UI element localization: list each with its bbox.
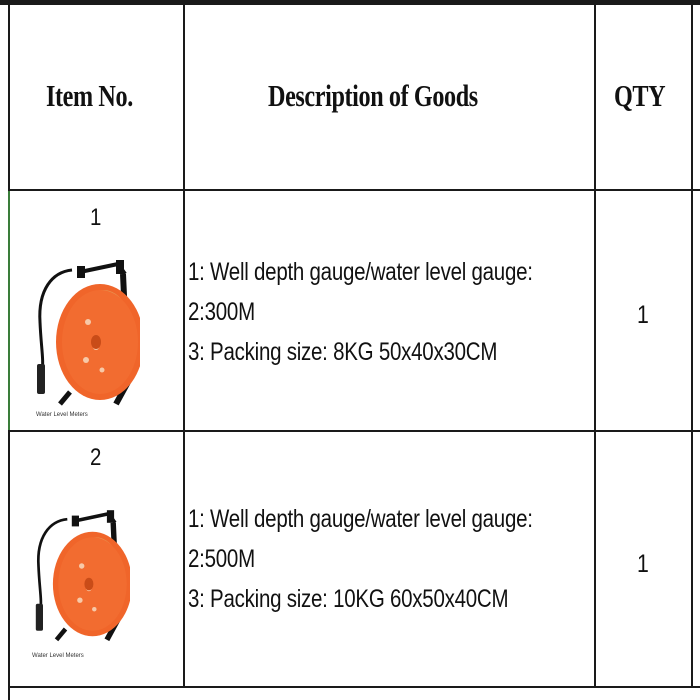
cell-border-highlight — [8, 191, 10, 430]
row-1-product-image — [30, 252, 140, 412]
water-level-meter-reel-icon — [28, 503, 130, 647]
row-1-qty: 1 — [637, 301, 649, 329]
grid-line-col-2 — [594, 5, 596, 687]
row-2-desc-line-2: 2:500M — [188, 545, 255, 573]
grid-line-header-bottom — [8, 189, 700, 191]
grid-line-row-1-bottom — [8, 430, 700, 432]
row-2-image-caption: Water Level Meters — [32, 653, 84, 659]
grid-line-col-1 — [183, 5, 185, 687]
header-description: Description of Goods — [268, 78, 478, 113]
grid-line-col-3 — [691, 5, 693, 687]
header-qty: QTY — [614, 78, 666, 113]
row-1-desc-line-2: 2:300M — [188, 298, 255, 326]
row-2-desc-line-1: 1: Well depth gauge/water level gauge: — [188, 505, 533, 533]
row-2-item-no: 2 — [90, 444, 102, 471]
grid-line-row-2-bottom — [8, 686, 700, 688]
row-1-item-no: 1 — [90, 204, 102, 231]
row-2-product-image — [28, 503, 130, 647]
header-item-no: Item No. — [46, 78, 133, 113]
row-2-qty: 1 — [637, 550, 649, 578]
row-1-image-caption: Water Level Meters — [36, 412, 88, 418]
row-1-desc-line-3: 3: Packing size: 8KG 50x40x30CM — [188, 338, 498, 366]
water-level-meter-reel-icon — [30, 252, 140, 412]
row-1-desc-line-1: 1: Well depth gauge/water level gauge: — [188, 258, 533, 286]
row-2-desc-line-3: 3: Packing size: 10KG 60x50x40CM — [188, 585, 509, 613]
